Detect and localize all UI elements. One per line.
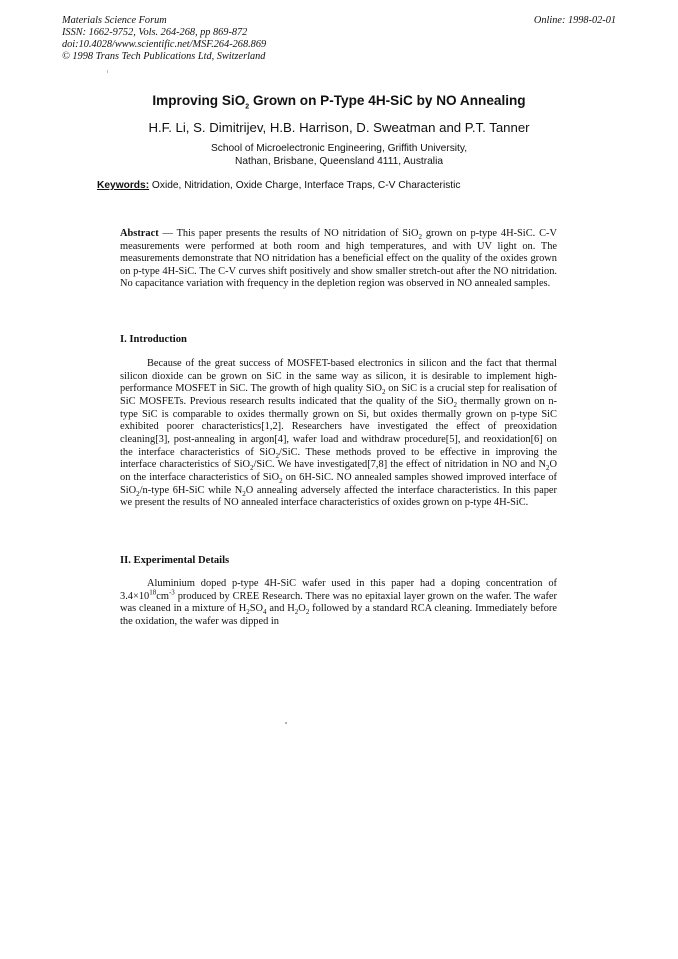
online-date: Online: 1998-02-01 [533,15,616,26]
doi-line: doi:10.4028/www.scientific.net/MSF.264-268.869 [62,39,267,50]
affiliation-line-1: School of Microelectronic Engineering, Griffith University, [210,143,468,154]
introduction-paragraph: Because of the great success of MOSFET-based electronics in silicon and the fact that thermal silicon dioxide can be grown on SiC in the same way as silicon, it is desirable to implement high-performance MOSFET in SiC. The growth of high quality SiO$_2$ on SiC is a crucial step for realisation of SiC MOSFETs. Previous research results indicated that the quality of the SiO$_2$ thermally grown on n-type SiC is comparable to oxides thermally grown on Si, but oxides thermally grown on p-type SiC exhibited poorer characteristics[1,2]. Researchers have investigated the effect of preoxidation cleaning[3], post-annealing in argon[4], wafer load and withdraw procedure[5], and reoxidation[6] on the interface characteristics of SiO$_2$/SiC. These methods proved to be effective in improving the interface characteristics of SiO$_2$/SiC. We have investigated[7,8] the effect of nitridation in NO and $N_2O$ on the interface characteristics of SiO$_2$ on 6H-SiC. NO annealed samples showed improved interface of SiO$_2$/n-type 6H-SiC while $N_2O$ annealing adversely affected the interface characteristics. In this paper we present the results of NO annealed interface characteristics of oxides grown on p-type 4H-SiC. [120,358,558,509]
abstract-label: Abstract [120,228,159,239]
issn-line: ISSN: 1662-9752, Vols. 264-268, pp 869-872 [62,27,248,38]
affiliation [0,143,678,169]
abstract: Abstract — This paper presents the results of NO nitridation of SiO$_2$ grown on p-type 4H-SiC. C-V measurements were performed at both room and high temperatures, and with UV light on. The measurements demonstrate that NO nitridation has a beneficial effect on the quality of the oxides grown on p-type 4H-SiC. The C-V curves shift positively and show smaller stretch-out after the NO nitridation. No capacitance variation with frequency in the depletion region was observed in NO annealed samples. [120,228,557,290]
scan-speck [285,722,287,724]
journal-name: Materials Science Forum [62,15,167,26]
section-heading-experimental: II. Experimental Details [120,555,230,566]
keywords-label: Keywords: [97,180,150,191]
paper-title: Improving SiO$_2$ Grown on P-Type 4H-SiC by NO Annealing [152,93,526,111]
scan-mark [107,70,108,73]
header-citation [62,15,266,63]
keywords-text: Oxide, Nitridation, Oxide Charge, Interface Traps, C-V Characteristic [149,180,461,191]
affiliation-line-2: Nathan, Brisbane, Queensland 4111, Australia [234,155,444,167]
keywords [97,180,461,191]
copyright-line: © 1998 Trans Tech Publications Ltd, Switzerland [62,51,266,62]
author-list: H.F. Li, S. Dimitrijev, H.B. Harrison, D. Sweatman and P.T. Tanner [148,120,530,135]
section-heading-introduction: I. Introduction [120,334,187,345]
experimental-paragraph: Aluminium doped p-type 4H-SiC wafer used in this paper had a doping concentration of $3.4\times 10^{18}cm^{-3}$ produced by CREE Research. There was no epitaxial layer grown on the wafer. The wafer was cleaned in a mixture of $H_2SO_4$ and $H_2O_2$ followed by a standard RCA cleaning. Immediately before the oxidation, the wafer was dipped in [120,578,557,627]
